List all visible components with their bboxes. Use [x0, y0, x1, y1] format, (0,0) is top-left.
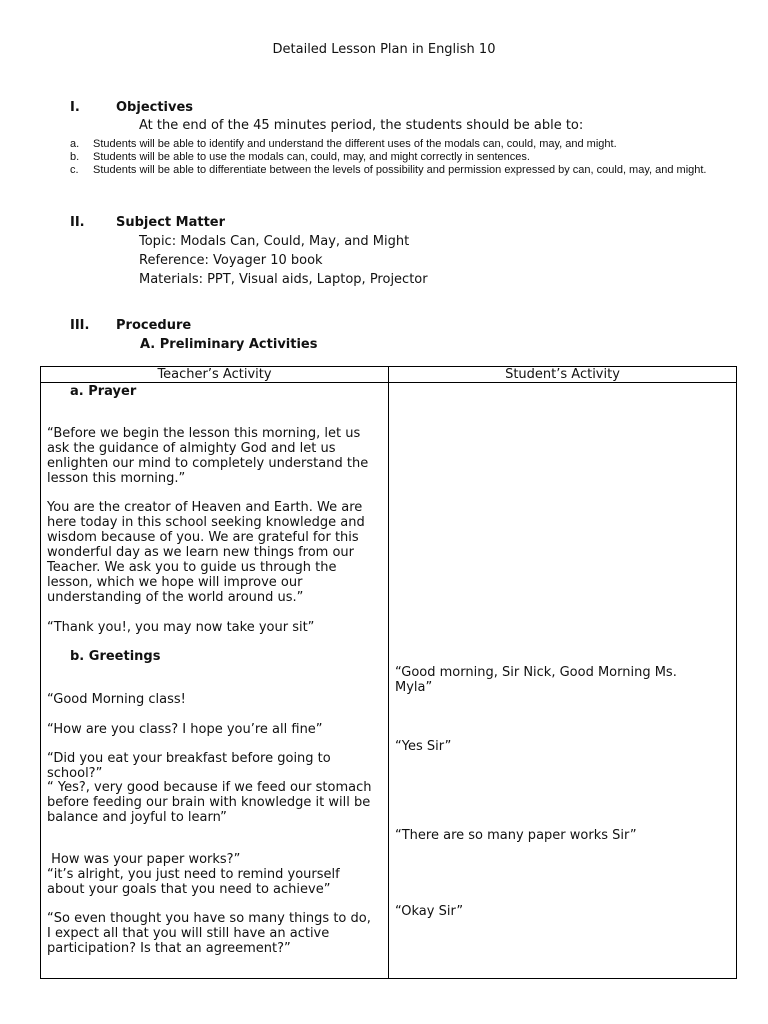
greeting-line: “Good Morning class!	[47, 692, 186, 707]
objectives-intro: At the end of the 45 minutes period, the students should be able to:	[139, 118, 584, 133]
header-divider	[41, 382, 736, 383]
objective-label: b.	[70, 151, 80, 163]
prayer-paragraph-1: “Before we begin the lesson this morning, let us ask the guidance of almighty God and let us enlighten our mind to completely understand the lesson this morning.”	[47, 426, 369, 486]
greeting-line: “ Yes?, very good because if we feed our stomach before feeding our brain with knowledge it will be balance and joyful to learn”	[47, 780, 372, 825]
objectives-heading: Objectives	[116, 100, 194, 115]
prayer-paragraph-2: You are the creator of Heaven and Earth. We are here today in this school seeking knowledge and wisdom because of you. We are grateful for this wonderful day as we learn new things from our Teacher. We ask you to guide us through the lesson, which we hope will improve our understanding of the world around us.”	[47, 500, 365, 605]
subject-heading: Subject Matter	[116, 215, 226, 230]
greeting-line: “So even thought you have so many things to do, I expect all that you will still have an active participation? Is that an agreement?”	[47, 911, 371, 956]
column-divider	[388, 367, 389, 978]
objective-item	[70, 151, 720, 164]
student-response: “Yes Sir”	[395, 739, 452, 754]
greeting-line: “it’s alright, you just need to remind yourself about your goals that you need to achieve”	[47, 867, 340, 897]
objective-text: Students will be able to use the modals can, could, may, and might correctly in sentences.	[93, 151, 530, 163]
student-response: “There are so many paper works Sir”	[395, 828, 637, 843]
objective-label: a.	[70, 138, 80, 150]
subject-reference: Reference: Voyager 10 book	[139, 253, 323, 268]
preliminary-activities-heading: A. Preliminary Activities	[140, 337, 318, 352]
subject-topic: Topic: Modals Can, Could, May, and Might	[139, 234, 410, 249]
prayer-label: a. Prayer	[70, 384, 137, 399]
greeting-line: “Did you eat your breakfast before going to school?”	[47, 751, 331, 781]
objective-item	[70, 164, 720, 190]
teacher-activity-header: Teacher’s Activity	[157, 367, 272, 382]
document-title: Detailed Lesson Plan in English 10	[272, 42, 496, 57]
activities-table	[40, 366, 737, 979]
greeting-line: How was your paper works?”	[47, 852, 241, 867]
objective-item	[70, 138, 720, 151]
student-response: “Okay Sir”	[395, 904, 464, 919]
objective-text: Students will be able to identify and understand the different uses of the modals can, could, may, and might.	[93, 138, 617, 150]
prayer-paragraph-3: “Thank you!, you may now take your sit”	[47, 620, 315, 635]
greetings-label: b. Greetings	[70, 649, 161, 664]
student-response: “Good morning, Sir Nick, Good Morning Ms. Myla”	[395, 665, 677, 695]
procedure-number: III.	[70, 318, 90, 333]
objective-text: Students will be able to differentiate between the levels of possibility and permission expressed by can, could, may, and might.	[93, 164, 707, 176]
objective-label: c.	[70, 164, 79, 176]
greeting-line: “How are you class? I hope you’re all fine”	[47, 722, 323, 737]
subject-materials: Materials: PPT, Visual aids, Laptop, Projector	[139, 272, 428, 287]
student-activity-header: Student’s Activity	[505, 367, 620, 382]
procedure-heading: Procedure	[116, 318, 192, 333]
subject-number: II.	[70, 215, 85, 230]
objectives-number: I.	[70, 100, 80, 115]
